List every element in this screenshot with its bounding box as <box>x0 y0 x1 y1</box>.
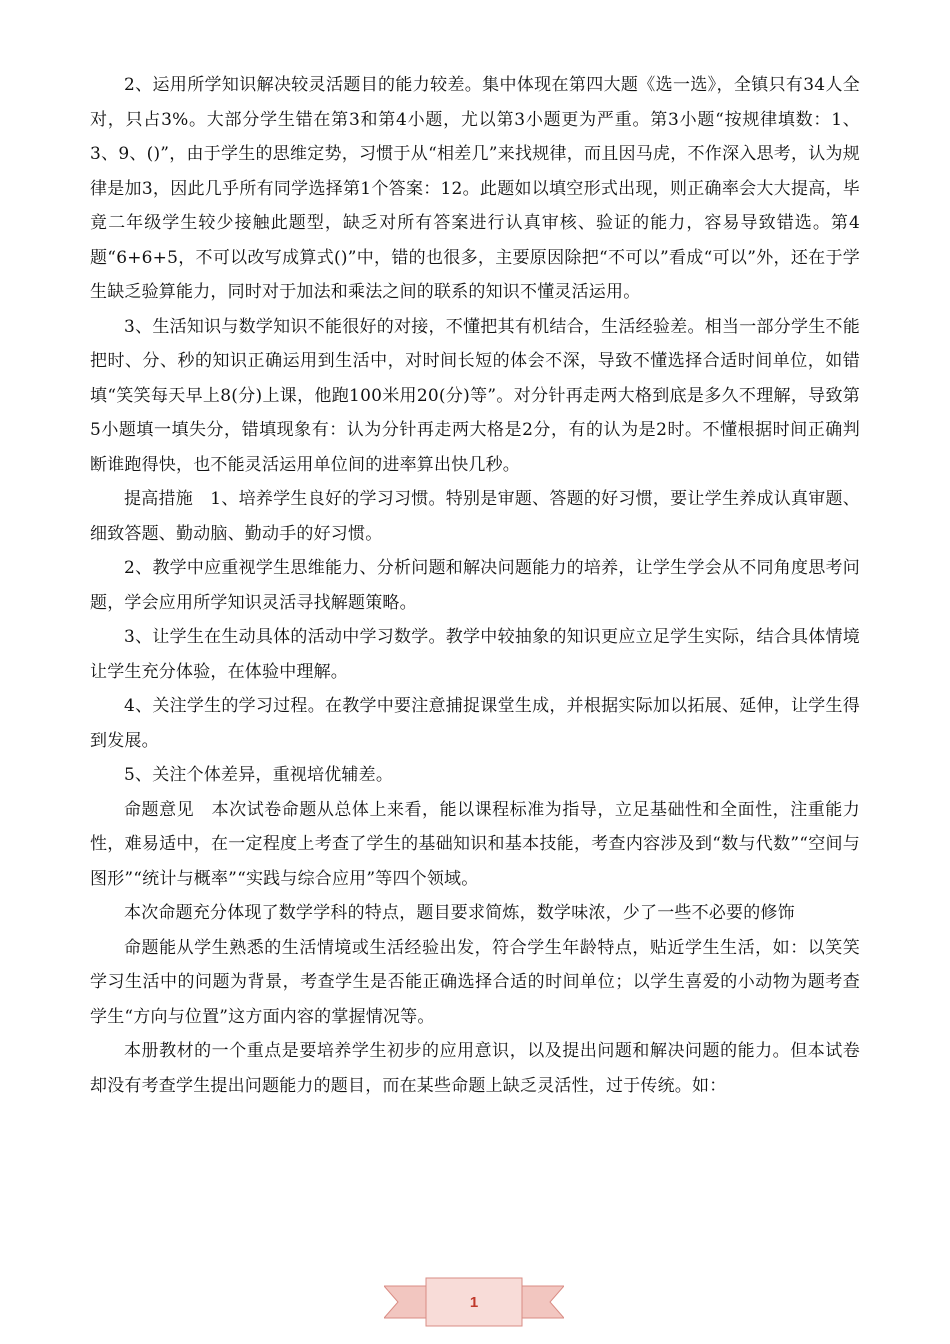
paragraph-improvement-measure-1: 提高措施 1、培养学生良好的学习习惯。特别是审题、答题的好习惯，要让学生养成认真审题、细致答题、勤动脑、勤动手的好习惯。 <box>90 489 860 544</box>
page-footer <box>384 1272 564 1334</box>
paragraph-life-knowledge: 3、生活知识与数学知识不能很好的对接，不懂把其有机结合，生活经验差。相当一部分学生不能把时、分、秒的知识正确运用到生活中，对时间长短的体会不深，导致不懂选择合适时间单位，如错填“笑笑每天早上8(分)上课，他跑100米用20(分)等”。对分针再走两大格到底是多久不理解，导致第5小题填一填失分，错填现象有：认为分针再走两大格是2分，有的认为是2时。不懂根据时间正确判断谁跑得快，也不能灵活运用单位间的进率算出快几秒。 <box>90 316 860 475</box>
paragraph-improvement-measure-2: 2、教学中应重视学生思维能力、分析问题和解决问题能力的培养，让学生学会从不同角度思考问题，学会应用所学知识灵活寻找解题策略。 <box>90 558 860 613</box>
paragraph-proposition-features: 本次命题充分体现了数学学科的特点，题目要求简炼，数学味浓，少了一些不必要的修饰 <box>124 903 795 923</box>
paragraph-proposition-opinion: 命题意见 本次试卷命题从总体上来看，能以课程标准为指导，立足基础性和全面性，注重能力性，难易适中，在一定程度上考查了学生的基础知识和基本技能，考查内容涉及到“数与代数”“空间与图形”“统计与概率”“实践与综合应用”等四个领域。 <box>90 799 860 889</box>
paragraph-knowledge-application: 2、运用所学知识解决较灵活题目的能力较差。集中体现在第四大题《选一选》，全镇只有34人全对，只占3%。大部分学生错在第3和第4小题，尤以第3小题更为严重。第3小题“按规律填数：1、3、9、()”，由于学生的思维定势，习惯于从“相差几”来找规律，而且因马虎，不作深入思考，认为规律是加3，因此几乎所有同学选择第1个答案：12。此题如以填空形式出现，则正确率会大大提高，毕竟二年级学生较少接触此题型，缺乏对所有答案进行认真审核、验证的能力，容易导致错选。第4题“6+6+5，不可以改写成算式()”中，错的也很多，主要原因除把“不可以”看成“可以”外，还在于学生缺乏验算能力，同时对于加法和乘法之间的联系的知识不懂灵活运用。 <box>90 75 860 302</box>
page-number: 1 <box>469 1294 479 1311</box>
document-body <box>90 68 860 1103</box>
paragraph-proposition-life-context: 命题能从学生熟悉的生活情境或生活经验出发，符合学生年龄特点，贴近学生生活，如：以笑笑学习生活中的问题为背景，考查学生是否能正确选择合适的时间单位；以学生喜爱的小动物为题考查学生“方向与位置”这方面内容的掌握情况等。 <box>90 937 860 1027</box>
paragraph-improvement-measure-5: 5、关注个体差异，重视培优辅差。 <box>124 765 394 785</box>
paragraph-improvement-measure-4: 4、关注学生的学习过程。在教学中要注意捕捉课堂生成，并根据实际加以拓展、延伸，让学生得到发展。 <box>90 696 860 751</box>
paragraph-improvement-measure-3: 3、让学生在生动具体的活动中学习数学。教学中较抽象的知识更应立足学生实际，结合具体情境让学生充分体验，在体验中理解。 <box>90 627 860 682</box>
paragraph-textbook-focus: 本册教材的一个重点是要培养学生初步的应用意识，以及提出问题和解决问题的能力。但本试卷却没有考查学生提出问题能力的题目，而在某些命题上缺乏灵活性，过于传统。如： <box>90 1041 860 1096</box>
